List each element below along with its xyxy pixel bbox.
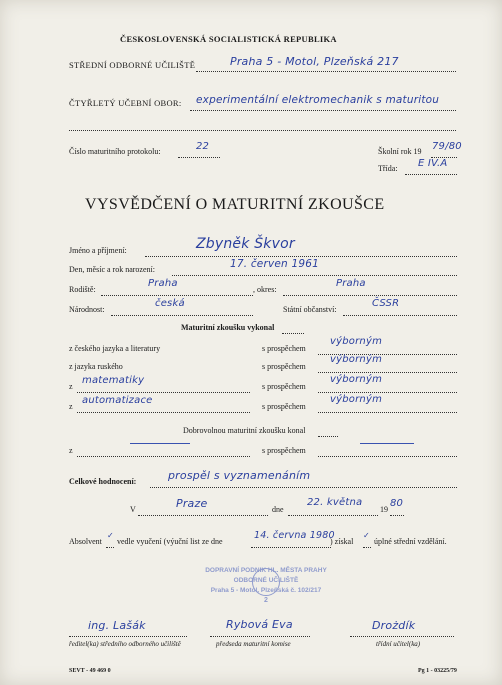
director-signature-line: [69, 636, 187, 637]
subject-4-dotted-line: [77, 412, 250, 413]
stamp-line-3: Praha 5 - Motol, Plzeňská č. 102/217: [210, 587, 322, 594]
subject-2-dotted-line: [318, 372, 457, 373]
school-value: Praha 5 - Motol, Plzeňská 217: [230, 55, 399, 68]
teacher-signature: Drożdík: [372, 619, 416, 632]
protocol-value: 22: [196, 141, 210, 152]
school-year-label: Školní rok 19: [378, 147, 422, 156]
subject-4-label: automatizace: [82, 395, 153, 406]
name-value: Zbyněk Škvor: [196, 236, 295, 252]
footer-right: Pg 1 - 03225/79: [418, 668, 457, 674]
subject-3-result-label: s prospěchem: [262, 382, 306, 391]
director-label: ředitel(ka) středního odborného učiliště: [69, 640, 181, 648]
field-label: ČTYŘLETÝ UČEBNÍ OBOR:: [69, 98, 182, 108]
birth-label: Den, měsíc a rok narození:: [69, 265, 155, 274]
subject-4-grade: výborným: [330, 394, 383, 405]
exam-heading-dotted-line: [282, 333, 304, 334]
birth-dotted-line: [172, 275, 457, 276]
voluntary-heading: Dobrovolnou maturitní zkoušku konal: [183, 426, 306, 435]
director-signature: ing. Lašák: [88, 619, 146, 632]
graduate-date-dotted-line: [251, 547, 331, 548]
citizenship-dotted-line: [343, 315, 457, 316]
citizenship-label: Státní občanství:: [283, 305, 337, 314]
document-title: VYSVĚDČENÍ O MATURITNÍ ZKOUŠCE: [85, 196, 385, 213]
subject-2-result-label: s prospěchem: [262, 362, 306, 371]
year-value: 80: [390, 498, 404, 509]
name-label: Jméno a příjmení:: [69, 246, 127, 255]
teacher-label: třídní učitel(ka): [376, 640, 421, 648]
subject-3-dotted-line: [77, 392, 250, 393]
date-value: 22. května: [307, 497, 363, 508]
exam-heading: Maturitní zkoušku vykonal: [181, 323, 275, 332]
name-dotted-line: [145, 256, 457, 257]
protocol-dotted-line: [178, 157, 220, 158]
field-dotted-line-2: [69, 130, 456, 131]
district-value: Praha: [336, 278, 366, 289]
subject-3-grade: výborným: [330, 374, 383, 385]
stamp-line-1: DOPRAVNÍ PODNIK HL. MĚSTA PRAHY: [205, 567, 327, 574]
subject-2-grade: výborným: [330, 354, 383, 365]
chair-label: předseda maturitní komise: [216, 640, 291, 648]
subject-4-grade-dotted-line: [318, 412, 457, 413]
nationality-dotted-line: [111, 315, 253, 316]
teacher-signature-line: [350, 636, 454, 637]
place-prefix: V: [130, 505, 136, 514]
subject-4-result-label: s prospěchem: [262, 402, 306, 411]
stamp-line-2: ODBORNÉ UČILIŠTĚ: [233, 577, 299, 584]
voluntary-heading-dotted-line: [318, 436, 338, 437]
birthplace-label: Rodiště:: [69, 285, 96, 294]
district-dotted-line: [283, 295, 457, 296]
voluntary-subject-dotted-line: [77, 456, 250, 457]
subject-3-prefix: z: [69, 382, 73, 391]
place-value: Praze: [176, 497, 208, 510]
school-dotted-line: [196, 71, 456, 72]
district-label: , okres:: [253, 285, 277, 294]
subject-1-result-label: s prospěchem: [262, 344, 306, 353]
subject-1-label: z českého jazyka a literatury: [69, 344, 161, 353]
date-label: dne: [272, 505, 284, 514]
graduate-text-1: vedle vyučení (výuční list ze dne: [117, 537, 223, 546]
school-year-value: 79/80: [432, 141, 462, 152]
year-prefix: 19: [380, 505, 388, 514]
graduate-text-3: úplné střední vzdělání.: [374, 537, 447, 546]
nationality-value: česká: [155, 298, 185, 309]
voluntary-prefix: z: [69, 446, 73, 455]
voluntary-result-label: s prospěchem: [262, 446, 306, 455]
subject-1-grade: výborným: [330, 336, 383, 347]
stamp-emblem-icon: [252, 568, 280, 596]
graduate-text-2: ) získal: [330, 537, 354, 546]
graduate-date: 14. června 1980: [254, 530, 335, 541]
nationality-label: Národnost:: [69, 305, 105, 314]
protocol-label: Číslo maturitního protokolu:: [69, 147, 161, 156]
republic-heading: ČESKOSLOVENSKÁ SOCIALISTICKÁ REPUBLIKA: [120, 34, 337, 44]
field-value: experimentální elektromechanik s maturitou: [196, 94, 440, 106]
absolvent-mark: ✓: [107, 531, 114, 540]
voluntary-subject-strike: [130, 443, 190, 444]
subject-3-grade-dotted-line: [318, 392, 457, 393]
birthplace-value: Praha: [148, 278, 178, 289]
citizenship-value: ČSSR: [372, 298, 400, 309]
birth-value: 17. červen 1961: [230, 258, 319, 270]
footer-left: SEVT - 49 469 0: [69, 668, 111, 674]
voluntary-grade-strike: [360, 443, 414, 444]
overall-label: Celkové hodnocení:: [69, 477, 137, 486]
school-label: STŘEDNÍ ODBORNÉ UČILIŠTĚ: [69, 60, 196, 70]
graduate-mark-dotted-line: [363, 547, 371, 548]
chair-signature: Rybová Eva: [226, 618, 293, 631]
year-dotted-line: [390, 515, 404, 516]
absolvent-label: Absolvent: [69, 537, 102, 546]
voluntary-grade-dotted-line: [318, 456, 457, 457]
subject-2-label: z jazyka ruského: [69, 362, 123, 371]
class-dotted-line: [405, 174, 457, 175]
class-label: Třída:: [378, 164, 398, 173]
overall-value: prospěl s vyznamenáním: [168, 469, 311, 482]
class-value: E IV.A: [418, 158, 448, 169]
chair-signature-line: [210, 636, 310, 637]
stamp-number: 2: [264, 597, 268, 604]
place-dotted-line: [138, 515, 268, 516]
overall-dotted-line: [150, 487, 457, 488]
graduate-mark: ✓: [363, 531, 370, 540]
birthplace-dotted-line: [101, 295, 253, 296]
school-stamp: [196, 566, 336, 612]
subject-4-prefix: z: [69, 402, 73, 411]
subject-3-label: matematiky: [82, 375, 145, 386]
date-dotted-line: [288, 515, 378, 516]
absolvent-dotted-line: [106, 547, 114, 548]
field-dotted-line: [190, 110, 456, 111]
